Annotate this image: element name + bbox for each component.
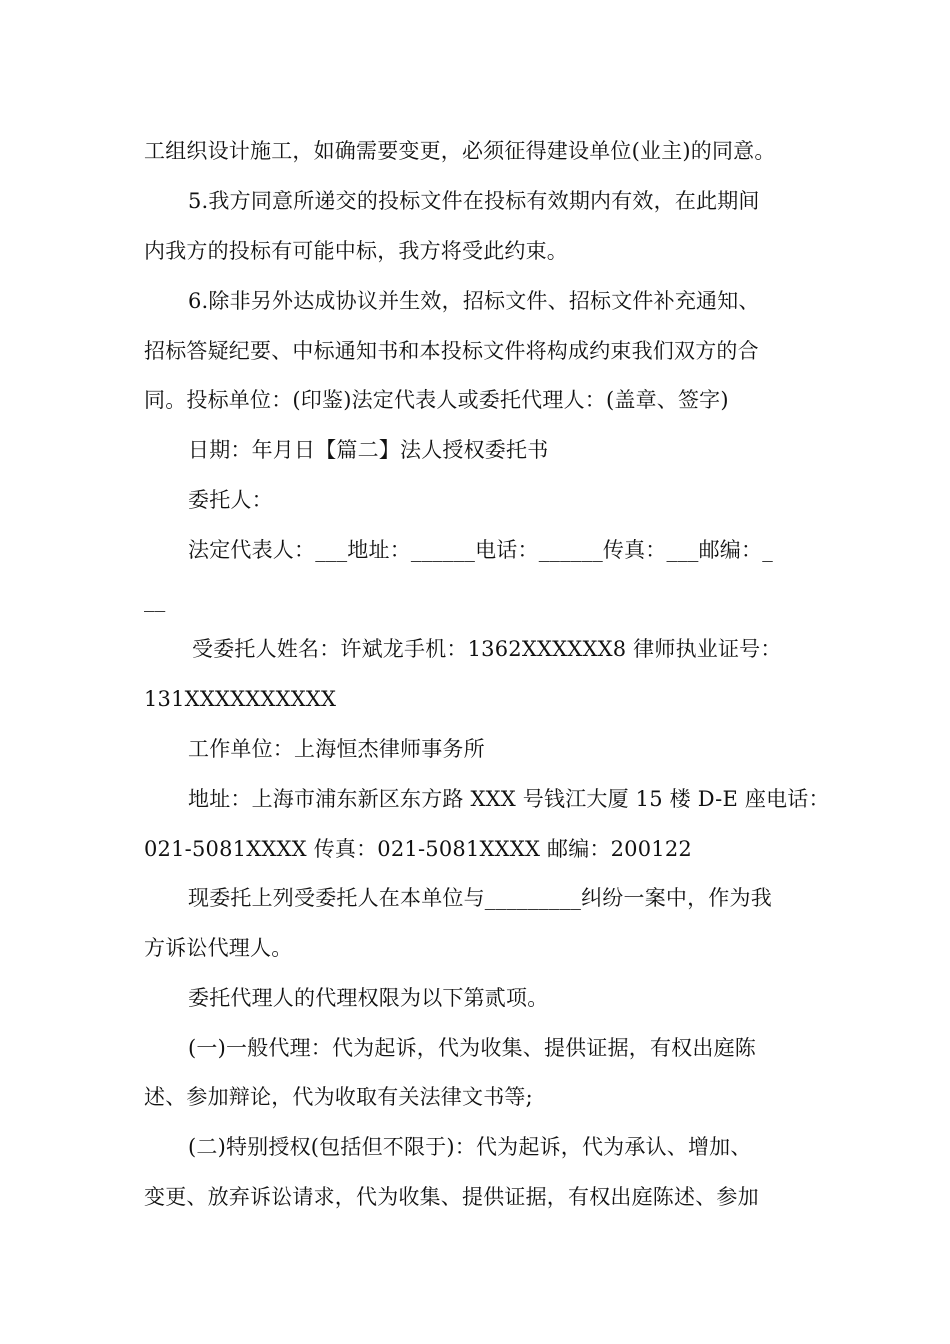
- text-line: 工作单位：上海恒杰律师事务所: [188, 737, 485, 761]
- text-line: 5.我方同意所递交的投标文件在投标有效期内有效，在此期间: [188, 189, 760, 213]
- text-line: 6.除非另外达成协议并生效，招标文件、招标文件补充通知、: [188, 289, 760, 313]
- text-line: 受委托人姓名：许斌龙手机：1362XXXXXX8 律师执业证号：: [192, 637, 782, 661]
- text-line: 地址：上海市浦东新区东方路 XXX 号钱江大厦 15 楼 D-E 座电话：: [188, 787, 830, 811]
- text-line: 委托人：: [188, 488, 273, 512]
- text-line: 021-5081XXXX 传真：021-5081XXXX 邮编：200122: [144, 837, 692, 861]
- text-line: 法定代表人：___地址：______电话：______传真：___邮编：_: [188, 538, 773, 562]
- text-line: __: [144, 588, 166, 612]
- text-line: 同。投标单位：(印鉴)法定代表人或委托代理人：(盖章、签字): [144, 388, 729, 412]
- text-line: 述、参加辩论，代为收取有关法律文书等;: [144, 1085, 533, 1109]
- text-line: 方诉讼代理人。: [144, 936, 293, 960]
- text-line: 现委托上列受委托人在本单位与_________纠纷一案中，作为我: [188, 886, 772, 910]
- text-line: 委托代理人的代理权限为以下第贰项。: [188, 986, 549, 1010]
- text-line: 内我方的投标有可能中标，我方将受此约束。: [144, 239, 568, 263]
- text-line: (二)特别授权(包括但不限于)：代为起诉，代为承认、增加、: [188, 1135, 752, 1159]
- text-line: (一)一般代理：代为起诉，代为收集、提供证据，有权出庭陈: [188, 1036, 756, 1060]
- text-line: 变更、放弃诉讼请求，代为收集、提供证据，有权出庭陈述、参加: [144, 1185, 759, 1209]
- text-line: 131XXXXXXXXXX: [144, 687, 337, 711]
- text-line: 招标答疑纪要、中标通知书和本投标文件将构成约束我们双方的合: [144, 339, 759, 363]
- text-line: 日期：年月日【篇二】法人授权委托书: [188, 438, 549, 462]
- text-line: 工组织设计施工，如确需要变更，必须征得建设单位(业主)的同意。: [144, 139, 776, 163]
